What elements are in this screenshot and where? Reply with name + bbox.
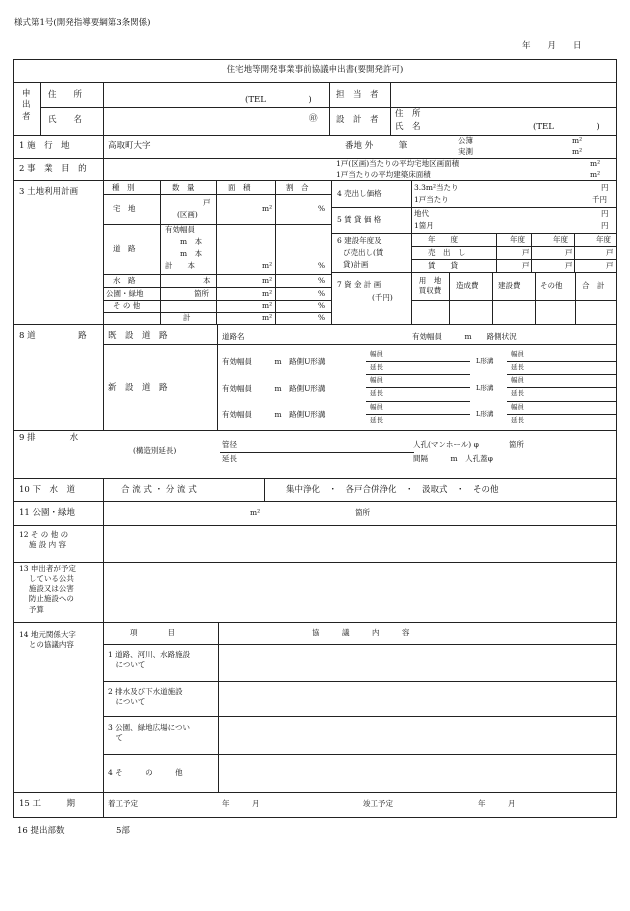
r8-yuko-a: 有効幅員 m 路側U形溝 bbox=[222, 357, 326, 366]
r8-kisetsu: 既 設 道 路 bbox=[108, 331, 168, 341]
r3-doro: 道 路 bbox=[113, 244, 136, 253]
r1-jissoku: 実測 bbox=[458, 147, 473, 156]
r2-unit1: m² bbox=[590, 159, 601, 168]
r12-label: 12 そ の 他 の 施 設 内 容 bbox=[19, 530, 69, 550]
r16-value: 5部 bbox=[116, 826, 130, 836]
r8-haba-a2: 幅員 bbox=[511, 350, 524, 358]
r3-koen-pct: % bbox=[318, 289, 326, 298]
r9-kozo: (構造別延長) bbox=[133, 446, 177, 455]
r9-kankei: 管径 bbox=[222, 440, 237, 449]
r7-h-zosei: 造成費 bbox=[456, 281, 479, 290]
r1-place: 高取町大字 bbox=[108, 141, 151, 151]
applicant-tel[interactable]: (TEL ) bbox=[245, 95, 312, 105]
r14-koumoku: 項 目 bbox=[130, 628, 175, 637]
r6-ko-1b: 戸 bbox=[565, 248, 573, 257]
r3-kei-hon: 計 本 bbox=[165, 261, 195, 270]
r8-haba-a1: 幅員 bbox=[370, 350, 383, 358]
r3-hon: 本 bbox=[203, 276, 211, 285]
r2-line1: 1戸(区画)当たりの平均宅地区画面積 bbox=[336, 159, 460, 168]
r3-m-hon2: m 本 bbox=[180, 249, 203, 258]
r14-item4: 4 そ の 他 bbox=[108, 768, 183, 777]
r3-h-suryo: 数 量 bbox=[172, 183, 195, 192]
r6-label1: 6 建設年度及 bbox=[337, 236, 382, 245]
r8-yuko-b: 有効幅員 m 路側U形溝 bbox=[222, 384, 326, 393]
r8-L-a: L形溝 bbox=[476, 357, 494, 365]
r4-label: 4 売出し価格 bbox=[337, 189, 382, 198]
r11-kasho: 箇所 bbox=[355, 508, 370, 517]
r3-koen-m2: m² bbox=[262, 289, 273, 298]
r3-sonota-pct: % bbox=[318, 301, 326, 310]
designer-tel[interactable]: (TEL ) bbox=[533, 122, 600, 132]
r15-chako-ym: 年 月 bbox=[222, 799, 260, 808]
r14-item2: 2 排水及び下水道施設 について bbox=[108, 687, 183, 707]
r2-label: 2 事 業 目 的 bbox=[19, 164, 87, 174]
r8-roname: 道路名 bbox=[222, 332, 245, 341]
r3-suiro: 水 路 bbox=[113, 276, 136, 285]
r7-h-gokei: 合 計 bbox=[582, 281, 605, 290]
r7-h-yochi: 用 地 買収費 bbox=[418, 276, 442, 296]
r6-nendo: 年 度 bbox=[428, 235, 458, 244]
r8-L-c: L形溝 bbox=[476, 410, 494, 418]
r8-label: 8 道 路 bbox=[19, 331, 87, 341]
r3-kukaku: (区画) bbox=[177, 210, 198, 219]
r6-nendo-a: 年度 bbox=[510, 235, 525, 244]
r6-ko-1c: 戸 bbox=[606, 248, 614, 257]
r6-ko-2b: 戸 bbox=[565, 261, 573, 270]
applicant-address-label: 住 所 bbox=[48, 90, 83, 100]
r3-h-menseki: 面 積 bbox=[228, 183, 251, 192]
r3-label: 3 土地利用計画 bbox=[19, 187, 79, 197]
r3-suiro-pct: % bbox=[318, 276, 326, 285]
form-title: 住宅地等開発事業事前協議申出書(要開発許可) bbox=[226, 65, 404, 75]
r3-yuko: 有効幅員 bbox=[165, 225, 195, 234]
r6-label2: び売出し(賃 bbox=[343, 248, 384, 257]
r3-kei: 計 bbox=[183, 313, 191, 322]
r8-yuko-c: 有効幅員 m 路側U形溝 bbox=[222, 410, 326, 419]
r4-line2: 1戸当たり bbox=[414, 195, 449, 204]
r7-label2: (千円) bbox=[372, 293, 393, 302]
r6-ko-2a: 戸 bbox=[522, 261, 530, 270]
r3-ko: 戸 bbox=[203, 198, 211, 207]
r8-encho-a1: 延長 bbox=[370, 363, 383, 371]
r3-h-shubetsu: 種 別 bbox=[112, 183, 135, 192]
r8-yuko: 有効幅員 m 路側状況 bbox=[412, 332, 517, 341]
r4-line1: 3.3m²当たり bbox=[414, 183, 459, 192]
r8-haba-b1: 幅員 bbox=[370, 376, 383, 384]
r16-label: 16 提出部数 bbox=[17, 826, 65, 836]
r14-kyogi: 協 議 内 容 bbox=[312, 628, 410, 637]
designer-label: 設 計 者 bbox=[336, 115, 379, 125]
seal-mark: ㊞ bbox=[309, 114, 318, 124]
r5-unit2: 円 bbox=[601, 221, 609, 230]
applicant-name-label: 氏 名 bbox=[48, 115, 83, 125]
r6-nendo-c: 年度 bbox=[596, 235, 611, 244]
r8-shinsetsu: 新 設 道 路 bbox=[108, 383, 168, 393]
r2-line2: 1戸当たりの平均建築床面積 bbox=[336, 170, 431, 179]
r15-chako: 着工予定 bbox=[108, 799, 138, 808]
r14-item1: 1 道路、河川、水路施設 について bbox=[108, 650, 191, 670]
r1-banchi: 番地 外 筆 bbox=[345, 141, 408, 151]
r10-option-b[interactable]: 集中浄化 ・ 各戸合併浄化 ・ 汲取式 ・ その他 bbox=[286, 485, 499, 495]
r2-unit2: m² bbox=[590, 170, 601, 179]
r3-doro-m2: m² bbox=[262, 261, 273, 270]
r3-h-wariai: 割 合 bbox=[286, 183, 309, 192]
r3-takuchi-pct: % bbox=[318, 204, 326, 213]
tantou-label: 担 当 者 bbox=[336, 90, 379, 100]
r9-encho: 延長 bbox=[222, 454, 237, 463]
r11-label: 11 公園・緑地 bbox=[19, 508, 76, 518]
r3-sonota-m2: m² bbox=[262, 301, 273, 310]
r5-line1: 地代 bbox=[414, 209, 429, 218]
r7-label1: 7 資 金 計 画 bbox=[337, 280, 382, 289]
r7-h-sonota: その他 bbox=[540, 281, 563, 290]
r8-L-b: L形溝 bbox=[476, 384, 494, 392]
r1-unit1: m² bbox=[572, 136, 583, 145]
r4-unit2: 千円 bbox=[592, 195, 607, 204]
r8-encho-b2: 延長 bbox=[511, 389, 524, 397]
r10-option-a[interactable]: 合 流 式 ・ 分 流 式 bbox=[121, 485, 197, 495]
r7-h-kensetsu: 建設費 bbox=[498, 281, 521, 290]
r8-encho-c2: 延長 bbox=[511, 416, 524, 424]
applicant-label: 申出者 bbox=[22, 89, 31, 122]
r9-kankaku: 間隔 m 人孔蓋φ bbox=[413, 454, 493, 463]
designer-name-label: 氏 名 bbox=[395, 122, 421, 132]
r6-ko-1a: 戸 bbox=[522, 248, 530, 257]
r5-unit1: 円 bbox=[601, 209, 609, 218]
r6-chintai: 賃 貸 bbox=[428, 261, 458, 270]
r3-kasho: 箇所 bbox=[194, 289, 209, 298]
r3-suiro-m2: m² bbox=[262, 276, 273, 285]
r15-shunko: 竣工予定 bbox=[363, 799, 393, 808]
r15-shunko-ym: 年 月 bbox=[478, 799, 516, 808]
r3-m-hon1: m 本 bbox=[180, 237, 203, 246]
r3-koen: 公園・緑地 bbox=[106, 289, 144, 298]
r1-unit2: m² bbox=[572, 147, 583, 156]
r5-line2: 1箇月 bbox=[414, 221, 434, 230]
r8-haba-c2: 幅員 bbox=[511, 403, 524, 411]
r15-label: 15 工 期 bbox=[19, 799, 76, 809]
r11-m2: m² bbox=[250, 508, 261, 517]
r9-label: 9 排 水 bbox=[19, 433, 79, 443]
r5-label: 5 賃 貸 価 格 bbox=[337, 215, 382, 224]
r3-kei-pct: % bbox=[318, 313, 326, 322]
r6-label3: 貸)計画 bbox=[343, 260, 369, 269]
r4-unit1: 円 bbox=[601, 183, 609, 192]
r6-uridashi: 売 出 し bbox=[428, 248, 466, 257]
designer-address-label: 住 所 bbox=[395, 109, 421, 119]
r8-haba-c1: 幅員 bbox=[370, 403, 383, 411]
r8-encho-a2: 延長 bbox=[511, 363, 524, 371]
date-line: 年 月 日 bbox=[522, 41, 582, 51]
r3-doro-pct: % bbox=[318, 261, 326, 270]
form-number: 様式第1号(開発指導要綱第3条関係) bbox=[14, 18, 151, 28]
r1-kobo: 公簿 bbox=[458, 136, 473, 145]
r3-kei-m2: m² bbox=[262, 313, 273, 322]
r14-item3: 3 公園、緑地広場につい て bbox=[108, 723, 191, 743]
r8-encho-c1: 延長 bbox=[370, 416, 383, 424]
r3-sonota: そ の 他 bbox=[113, 301, 141, 310]
r3-takuchi: 宅 地 bbox=[113, 204, 136, 213]
r13-label: 13 申出者が予定 している公共 施設又は公害 防止施設への 予算 bbox=[19, 564, 76, 614]
r3-takuchi-m2: m² bbox=[262, 204, 273, 213]
r1-label: 1 施 行 地 bbox=[19, 141, 70, 151]
r8-encho-b1: 延長 bbox=[370, 389, 383, 397]
r9-hitoana: 人孔(マンホール) φ 箇所 bbox=[413, 440, 524, 449]
r14-label: 14 地元関係大字 との協議内容 bbox=[19, 630, 76, 650]
r6-ko-2c: 戸 bbox=[606, 261, 614, 270]
r10-label: 10 下 水 道 bbox=[19, 485, 76, 495]
r6-nendo-b: 年度 bbox=[553, 235, 568, 244]
r8-haba-b2: 幅員 bbox=[511, 376, 524, 384]
